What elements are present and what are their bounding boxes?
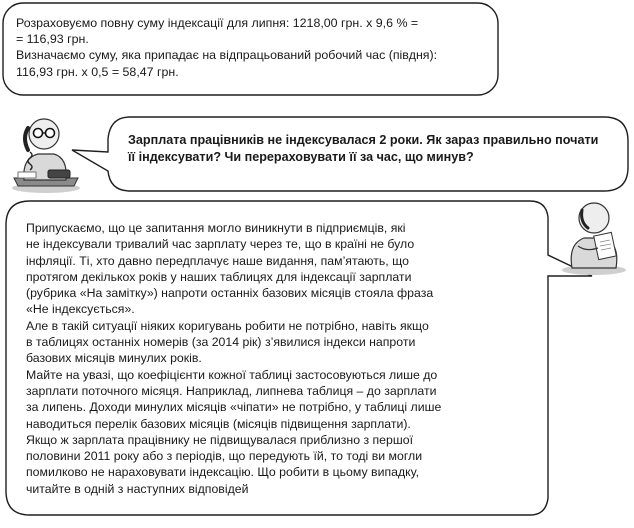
answer-main-line: «Не індексується». — [26, 302, 135, 317]
answer-main-text — [26, 220, 441, 497]
answer-main-line: Але в такій ситуації ніяких коригувань робити не потрібно, навіть якщо — [26, 318, 429, 333]
answer-main-line: зарплати поточного місяця. Наприклад, липнева таблиця – до зарплати — [26, 383, 437, 398]
answer-main-line: Майте на увазі, що коефіцієнти кожної таблиці застосовуються лише до — [26, 367, 438, 382]
question-text — [128, 132, 598, 165]
answer-top-line: Розраховуємо повну суму індексації для липня: 1218,00 грн. х 9,6 % = — [16, 16, 419, 30]
answer-main-line: базових місяців минулих років. — [26, 351, 202, 366]
question-line: Зарплата працівників не індексувалася 2 роки. Як зараз правильно почати — [128, 133, 599, 147]
answer-main-line: протягом декількох років у наших таблицях для індексації зарплати — [26, 269, 412, 284]
answer-main-line: Припускаємо, що це запитання могло виникнути в підприємців, які — [26, 221, 406, 235]
answer-main-line: інфляції. Ті, хто давно передплачує наше видання, пам’ятають, що — [26, 253, 409, 268]
answer-main-line: читайте в одній з наступних відповідей — [26, 481, 249, 496]
answer-top-line: = 116,93 грн. — [16, 32, 89, 47]
answer-main-line: (рубрика «На замітку») напроти останніх базових місяців стояла фраза — [26, 286, 434, 301]
answer-main-line: за липень. Доходи минулих місяців «чіпати» не потрібно, у таблиці лише — [26, 400, 442, 415]
answer-main-line: в таблицях останніх номерів (за 2014 рік) з’явилися індекси напроти — [26, 335, 416, 350]
answer-main-line: половини 2011 року або з періодів, що передують їй, то тоді ви могли — [26, 449, 423, 464]
answer-top-line: 116,93 грн. х 0,5 = 58,47 грн. — [16, 64, 179, 79]
answer-main-line: наводиться перелік базових місяців (місяців підвищення зарплати). — [26, 416, 411, 431]
answer-main-line: помилково не нараховувати індексацію. Що робити в цьому випадку, — [26, 465, 419, 480]
consultant-figure-icon — [556, 196, 630, 276]
answer-main-line: не індексували тривалий час зарплату через те, що в країні не було — [26, 237, 415, 252]
answer-top-line: Визначаємо суму, яка припадає на відпрацьований робочий час (півдня): — [16, 48, 438, 63]
answer-top-text — [16, 15, 437, 80]
question-line: її індексувати? Чи перераховувати її за час, що минув? — [128, 149, 474, 164]
caller-figure-icon — [8, 108, 84, 194]
answer-main-line: Якщо ж зарплата працівнику не підвищувалася приблизно з першої — [26, 432, 413, 447]
